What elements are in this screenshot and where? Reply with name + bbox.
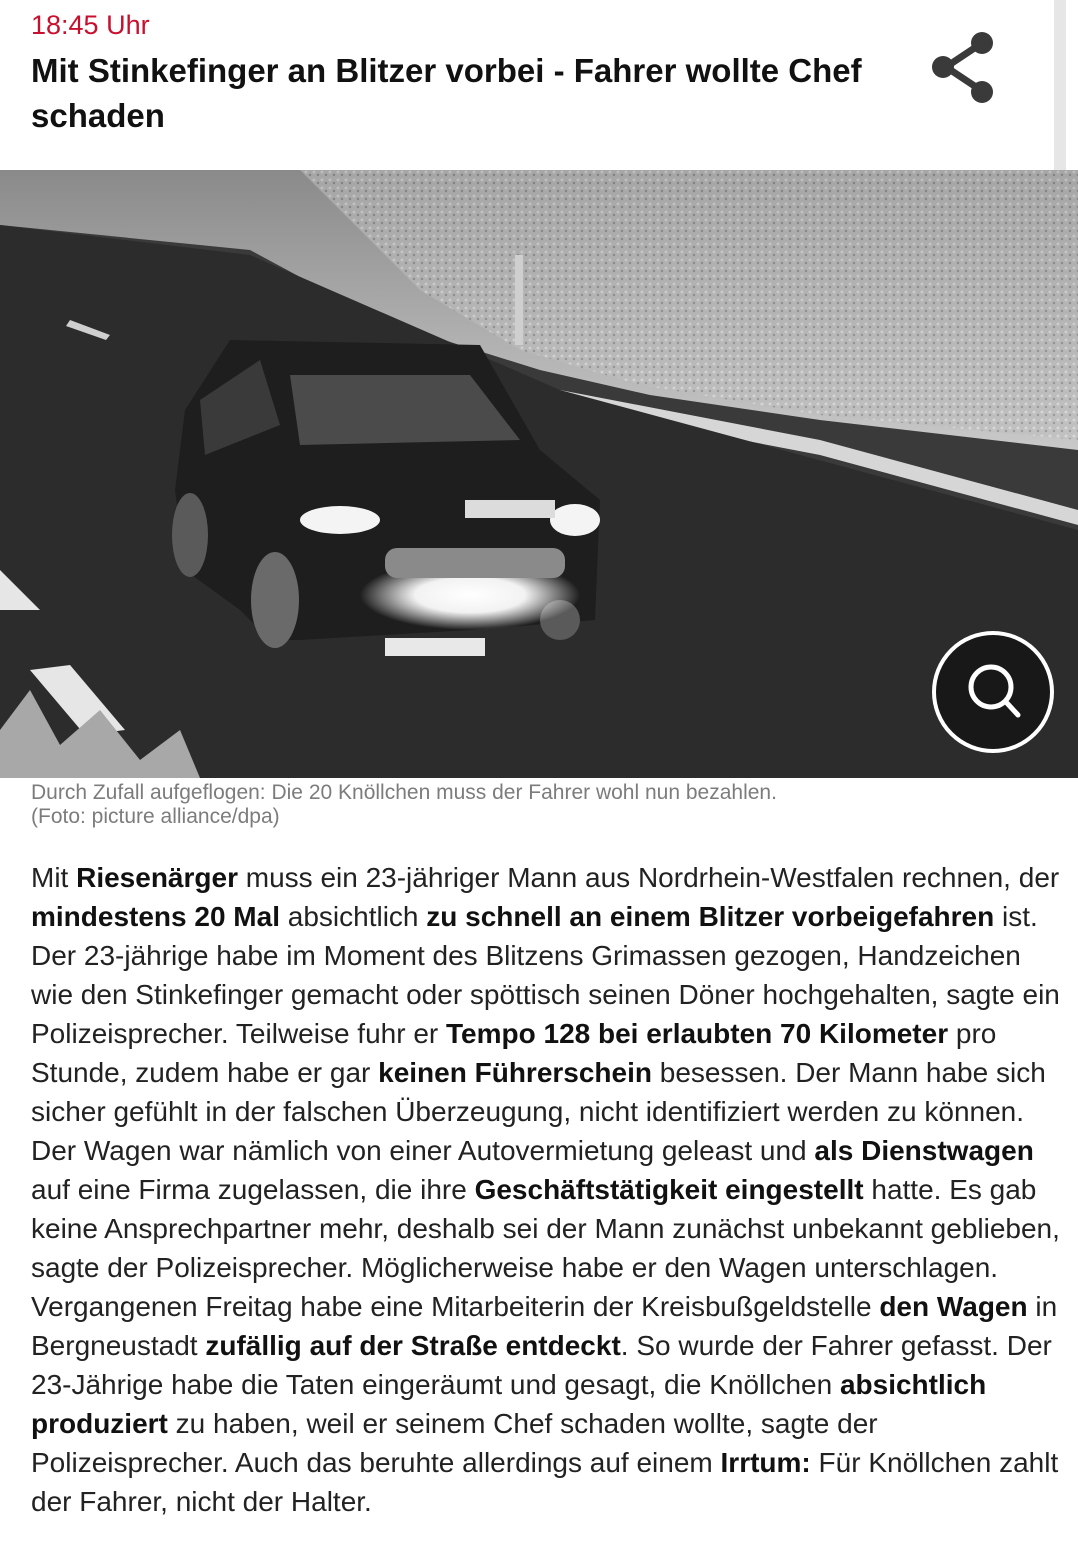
article-photo[interactable] [0, 170, 1078, 778]
body-text-segment: auf eine Firma zugelassen, die ihre [31, 1174, 475, 1205]
body-highlight: Geschäftstätigkeit eingestellt [474, 1174, 864, 1205]
body-text-segment: . So wurde der Fahrer gefasst. Der 23-Jährige habe die Taten eingeräumt und gesagt, die Knöllchen [31, 1330, 1052, 1400]
speed-camera-photo [0, 170, 1078, 778]
scrollbar[interactable] [1054, 0, 1066, 170]
share-icon [926, 30, 1002, 106]
zoom-button[interactable] [932, 631, 1054, 753]
body-highlight: keinen Führerschein [378, 1057, 652, 1088]
body-text-segment: Für Knöllchen zahlt der Fahrer, nicht der Halter. [31, 1447, 1059, 1517]
body-text-segment: in Bergneustadt [31, 1291, 1058, 1361]
article-title: Mit Stinkefinger an Blitzer vorbei - Fahrer wollte Chef schaden [31, 52, 862, 134]
body-highlight: Riesenärger [76, 862, 238, 893]
body-text-segment: absichtlich [279, 901, 427, 932]
body-highlight: Tempo 128 bei erlaubten 70 Kilometer [446, 1018, 949, 1049]
photo-caption [31, 781, 777, 829]
body-text-segment: hatte. Es gab keine Ansprechpartner mehr, deshalb sei der Mann zunächst unbekannt geblieben, sagte der Polizeisprecher. Möglicherweise habe er den Wagen unterschlagen. Vergangenen Freitag habe eine Mitarbeiterin der Kreisbußgeldstelle [31, 1174, 1060, 1322]
article-timestamp: 18:45 Uhr [31, 10, 150, 40]
body-highlight: als Dienstwagen [814, 1135, 1034, 1166]
body-text-segment: Mit [31, 862, 77, 893]
body-text-segment: zu haben, weil er seinem Chef schaden wollte, sagte der Polizeisprecher. Auch das beruhte allerdings auf einem [31, 1408, 878, 1478]
article-body [31, 858, 1061, 1521]
magnifier-icon [936, 635, 1050, 749]
body-highlight: den Wagen [879, 1291, 1028, 1322]
body-highlight: zu schnell an einem Blitzer vorbeigefahren [426, 901, 995, 932]
caption-text: Durch Zufall aufgeflogen: Die 20 Knöllchen muss der Fahrer wohl nun bezahlen. [31, 781, 777, 804]
photo-credit: (Foto: picture alliance/dpa) [31, 805, 280, 828]
body-text-segment: muss ein 23-jähriger Mann aus Nordrhein-Westfalen rechnen, der [237, 862, 1060, 893]
body-text-segment: pro Stunde, zudem habe er gar [31, 1018, 997, 1088]
body-highlight: zufällig auf der Straße entdeckt [205, 1330, 621, 1361]
body-text-segment: besessen. Der Mann habe sich sicher gefühlt in der falschen Überzeugung, nicht identifiziert werden zu können. Der Wagen war nämlich von einer Autovermietung geleast und [31, 1057, 1046, 1166]
article-header [0, 0, 1066, 170]
body-text-segment: ist. Der 23-jährige habe im Moment des Blitzens Grimassen gezogen, Handzeichen wie den Stinkefinger gemacht oder spöttisch seinen Döner hochgehalten, sagte ein Polizeisprecher. Teilweise fuhr er [31, 901, 1060, 1049]
share-button[interactable] [926, 30, 1002, 106]
body-highlight: mindestens 20 Mal [31, 901, 280, 932]
body-highlight: absichtlich produziert [31, 1369, 987, 1439]
body-highlight: Irrtum: [720, 1447, 811, 1478]
